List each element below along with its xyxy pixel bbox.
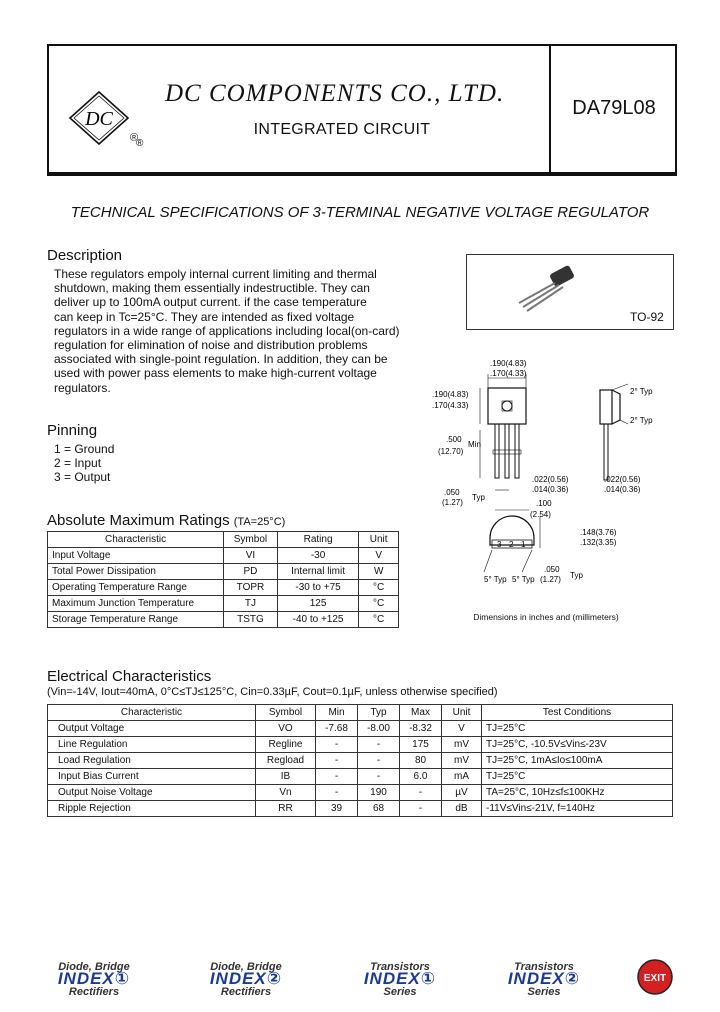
cell: V	[359, 548, 399, 564]
footer-link-diode-index-1[interactable]	[44, 962, 144, 998]
cell: -	[358, 737, 400, 753]
dim-angle-bottom: 2° Typ	[630, 416, 653, 425]
col-characteristic: Characteristic	[48, 705, 256, 721]
cell: Output Voltage	[48, 721, 256, 737]
abs-max-condition: (TA=25°C)	[233, 516, 286, 528]
pinning-heading: Pinning	[47, 422, 98, 439]
description-line: regulation for elimination of noise and distribution problems	[54, 338, 368, 353]
dim-left-height-min: .170(4.33)	[432, 401, 469, 410]
footer-link-mid: INDEX	[363, 969, 421, 988]
footer-link-transistor-index-2[interactable]	[494, 962, 594, 998]
table-row	[48, 769, 673, 785]
cell: -	[358, 769, 400, 785]
cell: Internal limit	[277, 564, 359, 580]
footer-link-top: Transistors	[370, 961, 430, 973]
footer-link-bottom: Rectifiers	[68, 986, 120, 998]
table-row	[48, 596, 399, 612]
cell: VI	[224, 548, 278, 564]
dim-angle-bottom-right: 5° Typ	[512, 575, 535, 584]
package-drawing	[432, 350, 682, 610]
dim-angle-bottom-left: 5° Typ	[484, 575, 507, 584]
company-name: DC COMPONENTS CO., LTD.	[165, 80, 505, 107]
table-row	[48, 721, 673, 737]
cell: mA	[442, 769, 482, 785]
dim-lead-width: .022(0.56)	[532, 475, 569, 484]
cell: -	[316, 737, 358, 753]
footer-link-mid: INDEX	[507, 969, 565, 988]
package-name: TO-92	[630, 310, 664, 324]
company-logo	[66, 88, 144, 149]
cell: -	[400, 785, 442, 801]
bottom-pin-2: 2	[509, 540, 514, 549]
cell: mV	[442, 737, 482, 753]
cell: -	[358, 753, 400, 769]
dim-bottom-pitch: .050	[544, 565, 560, 574]
cell: RR	[256, 801, 316, 817]
pin-list	[54, 442, 114, 484]
table-row	[48, 753, 673, 769]
description-line: regulators in a wide range of applications including local(on-card)	[54, 323, 400, 338]
table-header-row	[48, 532, 399, 548]
cell: TJ=25°C	[482, 721, 673, 737]
cell: TJ=25°C	[482, 769, 673, 785]
description-line: shutdown, making them essentially indestructible. They can	[54, 281, 370, 296]
cell: Total Power Dissipation	[48, 564, 224, 580]
col-min: Min	[316, 705, 358, 721]
cell: TJ=25°C, -10.5V≤Vin≤-23V	[482, 737, 673, 753]
cell: TJ	[224, 596, 278, 612]
footer-link-mid: INDEX	[209, 969, 267, 988]
footer-link-num: ②	[266, 969, 283, 988]
table-row	[48, 737, 673, 753]
col-rating: Rating	[277, 532, 359, 548]
footer-link-mid: INDEX	[57, 969, 115, 988]
bottom-pin-3: 3	[497, 540, 502, 549]
cell: -	[316, 753, 358, 769]
cell: Operating Temperature Range	[48, 580, 224, 596]
col-test-conditions: Test Conditions	[482, 705, 673, 721]
pin-item: 2 = Input	[54, 456, 102, 470]
cell: -	[316, 769, 358, 785]
bottom-pin-1: 1	[521, 540, 526, 549]
cell: TA=25°C, 10Hz≤f≤100KHz	[482, 785, 673, 801]
registered-symbol: ®	[130, 132, 139, 144]
cell: Load Regulation	[48, 753, 256, 769]
abs-max-title: Absolute Maximum Ratings	[47, 512, 230, 529]
footer-link-bottom: Series	[383, 986, 417, 998]
dim-side-lead-width: .022(0.56)	[604, 475, 641, 484]
footer-link-top: Transistors	[514, 961, 574, 973]
cell: -8.32	[400, 721, 442, 737]
cell: W	[359, 564, 399, 580]
cell: 190	[358, 785, 400, 801]
cell: °C	[359, 612, 399, 628]
dim-body-height-min: .132(3.35)	[580, 538, 617, 547]
cell: -30	[277, 548, 359, 564]
dim-lead-length: .500	[446, 435, 462, 444]
pin-item: 3 = Output	[54, 470, 111, 484]
footer-link-bottom: Series	[527, 986, 561, 998]
cell: Ripple Rejection	[48, 801, 256, 817]
dim-pitch-mm: (1.27)	[442, 498, 463, 507]
table-row	[48, 564, 399, 580]
cell: mV	[442, 753, 482, 769]
page-title: TECHNICAL SPECIFICATIONS OF 3-TERMINAL NEGATIVE VOLTAGE REGULATOR	[70, 204, 650, 221]
footer-link-num: ①	[114, 969, 131, 988]
cell: -40 to +125	[277, 612, 359, 628]
cell: VO	[256, 721, 316, 737]
abs-max-table	[47, 531, 399, 628]
cell: Maximum Junction Temperature	[48, 596, 224, 612]
dim-bottom-pitch-typ: Typ	[570, 571, 583, 580]
table-row	[48, 612, 399, 628]
cell: -8.00	[358, 721, 400, 737]
col-max: Max	[400, 705, 442, 721]
footer-link-transistor-index-1[interactable]	[350, 962, 450, 998]
description-line: associated with single-point regulation. In addition, they can be	[54, 352, 388, 367]
col-typ: Typ	[358, 705, 400, 721]
electrical-table	[47, 704, 673, 817]
header-subtitle: INTEGRATED CIRCUIT	[253, 121, 431, 138]
dim-left-height: .190(4.83)	[432, 390, 469, 399]
cell: TSTG	[224, 612, 278, 628]
cell: 175	[400, 737, 442, 753]
footer-link-num: ②	[564, 969, 581, 988]
footer-link-bottom: Rectifiers	[220, 986, 272, 998]
dim-top-width: .190(4.83)	[490, 359, 527, 368]
dim-pitch: .050	[444, 488, 460, 497]
dim-angle-top: 2° Typ	[630, 387, 653, 396]
cell: -	[316, 785, 358, 801]
cell: TJ=25°C, 1mA≤Io≤100mA	[482, 753, 673, 769]
description-line: regulators.	[54, 380, 111, 395]
col-unit: Unit	[359, 532, 399, 548]
logo-text: DC	[85, 108, 113, 130]
description-line: deliver up to 100mA output current. if the case temperature	[54, 295, 367, 310]
footer-link-top: Diode, Bridge	[58, 961, 130, 973]
cell: -	[400, 801, 442, 817]
cell: -7.68	[316, 721, 358, 737]
abs-max-heading	[47, 512, 285, 529]
cell: PD	[224, 564, 278, 580]
cell: V	[442, 721, 482, 737]
part-number: DA79L08	[572, 97, 656, 119]
cell: Line Regulation	[48, 737, 256, 753]
cell: 80	[400, 753, 442, 769]
description-line: used with power pass elements to make high-current voltage	[54, 366, 377, 381]
cell: Regline	[256, 737, 316, 753]
dim-span-mm: (2.54)	[530, 510, 551, 519]
table-header-row	[48, 705, 673, 721]
description-heading: Description	[47, 247, 123, 264]
cell: Input Voltage	[48, 548, 224, 564]
cell: 6.0	[400, 769, 442, 785]
table-row	[48, 548, 399, 564]
to92-photo-icon	[507, 263, 587, 315]
cell: TOPR	[224, 580, 278, 596]
exit-label: EXIT	[643, 973, 667, 984]
dim-top-width-min: .170(4.33)	[490, 369, 527, 378]
cell: °C	[359, 596, 399, 612]
cell: dB	[442, 801, 482, 817]
cell: Storage Temperature Range	[48, 612, 224, 628]
cell: Vn	[256, 785, 316, 801]
dimensions-note: Dimensions in inches and (millimeters)	[473, 612, 619, 622]
header-double-rule	[47, 172, 677, 176]
exit-icon[interactable]	[636, 958, 674, 996]
cell: Regload	[256, 753, 316, 769]
table-row	[48, 785, 673, 801]
footer-link-diode-index-2[interactable]	[196, 962, 296, 998]
dim-pitch-typ: Typ	[472, 493, 485, 502]
col-symbol: Symbol	[224, 532, 278, 548]
electrical-heading: Electrical Characteristics	[47, 668, 212, 685]
dim-lead-width-min: .014(0.36)	[532, 485, 569, 494]
dim-lead-min: Min	[468, 440, 481, 449]
description-line: can keep in Tc=25°C. They are intended as fixed voltage	[54, 309, 355, 324]
registered-mark: ®	[136, 138, 144, 149]
col-symbol: Symbol	[256, 705, 316, 721]
cell: -30 to +75	[277, 580, 359, 596]
header-divider	[549, 44, 551, 174]
cell: Output Noise Voltage	[48, 785, 256, 801]
description-text	[54, 267, 414, 395]
table-row	[48, 580, 399, 596]
cell: 39	[316, 801, 358, 817]
footer-link-top: Diode, Bridge	[210, 961, 282, 973]
dim-span: .100	[536, 499, 552, 508]
description-line: These regulators empoly internal current limiting and thermal	[54, 267, 377, 281]
cell: -11V≤Vin≤-21V, f=140Hz	[482, 801, 673, 817]
pin-item: 1 = Ground	[54, 442, 115, 456]
cell: 68	[358, 801, 400, 817]
cell: °C	[359, 580, 399, 596]
cell: IB	[256, 769, 316, 785]
dim-side-lead-width-min: .014(0.36)	[604, 485, 641, 494]
col-unit: Unit	[442, 705, 482, 721]
cell: Input Bias Current	[48, 769, 256, 785]
dim-bottom-pitch-mm: (1.27)	[540, 575, 561, 584]
electrical-condition: (Vin=-14V, Iout=40mA, 0°C≤TJ≤125°C, Cin=0.33µF, Cout=0.1µF, unless otherwise specified)	[47, 686, 498, 698]
dim-body-height: .148(3.76)	[580, 528, 617, 537]
footer-link-num: ①	[420, 969, 437, 988]
col-characteristic: Characteristic	[48, 532, 224, 548]
table-row	[48, 801, 673, 817]
cell: µV	[442, 785, 482, 801]
cell: 125	[277, 596, 359, 612]
dim-lead-length-mm: (12.70)	[438, 447, 464, 456]
